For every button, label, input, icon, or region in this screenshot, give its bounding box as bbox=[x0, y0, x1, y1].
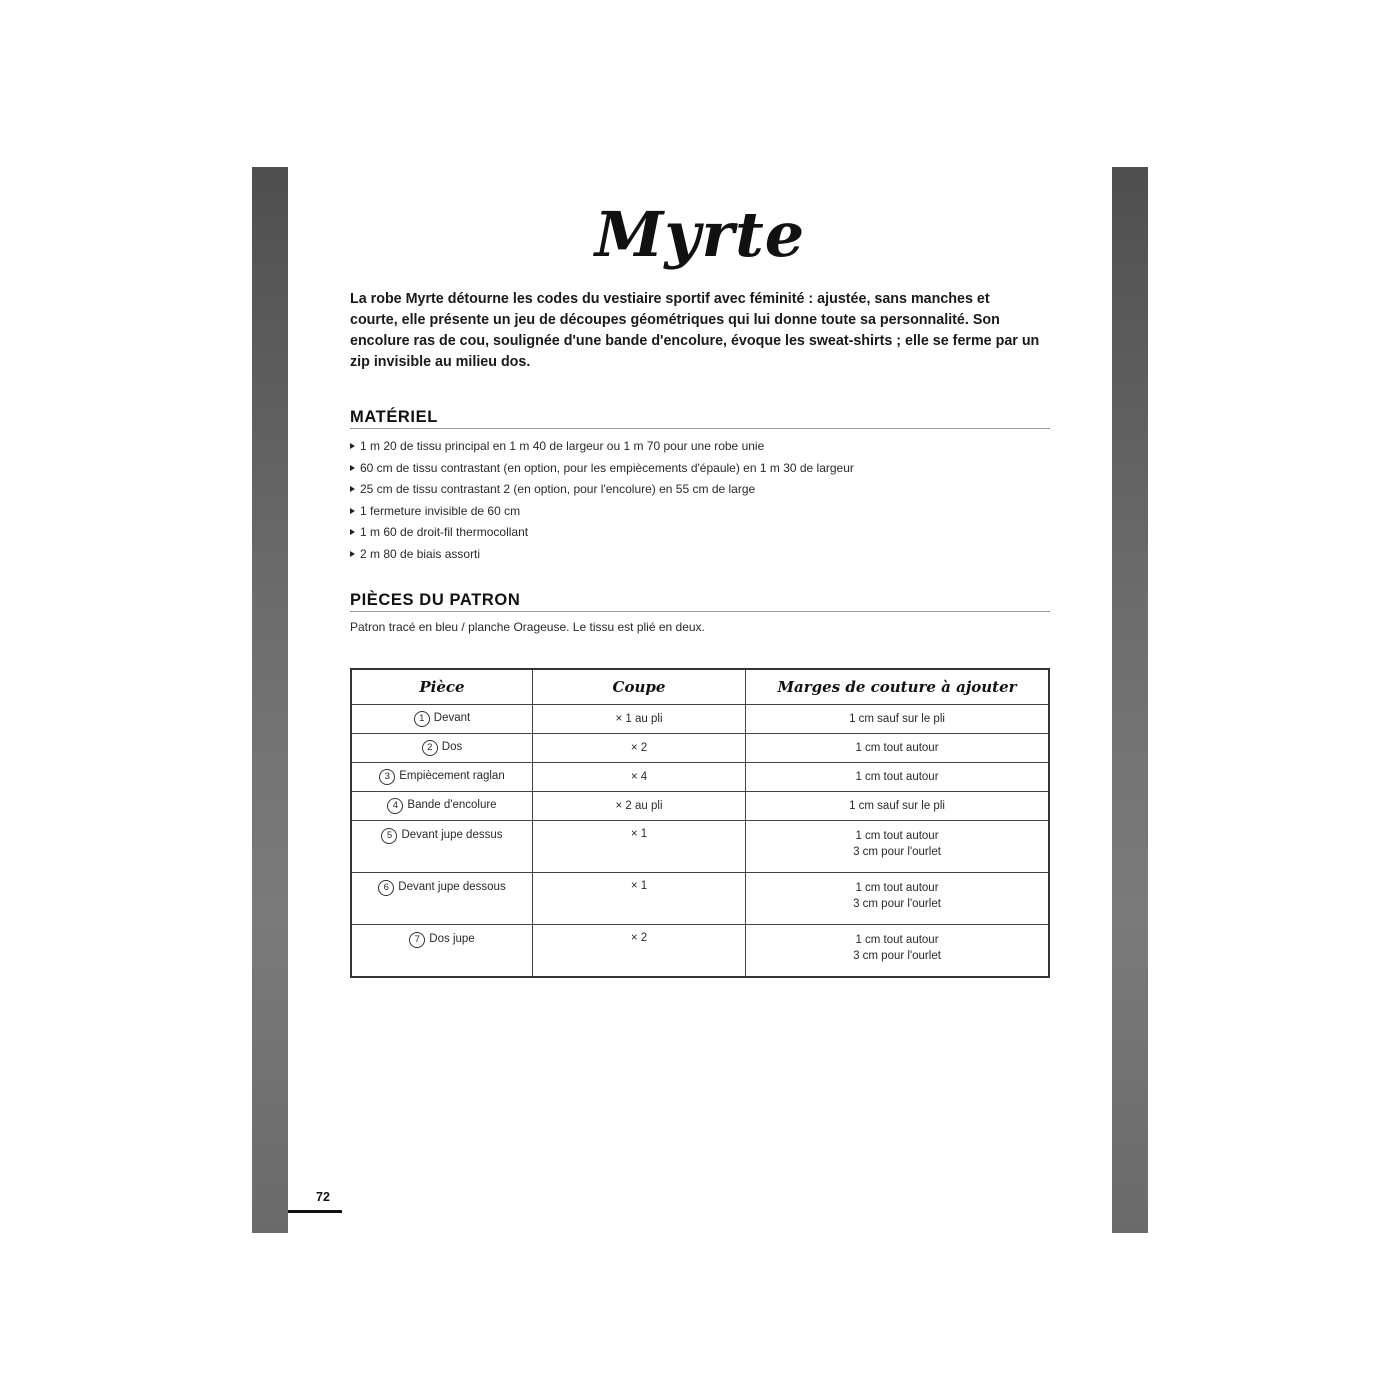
materiel-item: 1 m 60 de droit-fil thermocollant bbox=[350, 522, 1050, 544]
cell-coupe: × 1 au pli bbox=[533, 705, 746, 734]
cell-marges: 1 cm sauf sur le pli bbox=[746, 705, 1050, 734]
page-number: 72 bbox=[316, 1190, 330, 1204]
table-row bbox=[351, 705, 1049, 734]
left-margin-bar bbox=[252, 167, 288, 1233]
cell-marges: 1 cm sauf sur le pli bbox=[746, 792, 1050, 821]
bullet-icon bbox=[350, 443, 355, 449]
piece-number: 5 bbox=[381, 828, 397, 844]
piece-name: Empiècement raglan bbox=[399, 770, 505, 782]
piece-name: Devant bbox=[433, 712, 471, 724]
piece-name: Dos bbox=[441, 741, 463, 753]
cell-coupe: × 1 bbox=[533, 821, 746, 873]
table-header-row bbox=[351, 669, 1049, 705]
piece-number: 4 bbox=[387, 798, 403, 814]
bullet-icon bbox=[350, 529, 355, 535]
cell-marges: 1 cm tout autour bbox=[746, 763, 1050, 792]
piece-number: 1 bbox=[414, 711, 430, 727]
cell-coupe: × 4 bbox=[533, 763, 746, 792]
patron-heading: PIÈCES DU PATRON bbox=[350, 591, 1050, 612]
cell-piece bbox=[351, 792, 533, 821]
materiel-item: 1 m 20 de tissu principal en 1 m 40 de largeur ou 1 m 70 pour une robe unie bbox=[350, 436, 1050, 458]
header-coupe: Coupe bbox=[533, 669, 746, 705]
materiel-list bbox=[350, 436, 1050, 566]
cell-coupe: × 1 bbox=[533, 873, 746, 925]
piece-number: 2 bbox=[422, 740, 438, 756]
table-row bbox=[351, 873, 1049, 925]
table-row bbox=[351, 792, 1049, 821]
piece-name: Bande d'encolure bbox=[407, 799, 497, 811]
header-piece: Pièce bbox=[351, 669, 533, 705]
cell-coupe: × 2 bbox=[533, 734, 746, 763]
cell-marges: 1 cm tout autour bbox=[746, 734, 1050, 763]
piece-number: 6 bbox=[378, 880, 394, 896]
table-row bbox=[351, 925, 1049, 978]
pieces-table bbox=[350, 668, 1050, 978]
cell-piece bbox=[351, 821, 533, 873]
bullet-icon bbox=[350, 465, 355, 471]
table-row bbox=[351, 763, 1049, 792]
bullet-icon bbox=[350, 551, 355, 557]
cell-piece bbox=[351, 763, 533, 792]
cell-coupe: × 2 au pli bbox=[533, 792, 746, 821]
header-marges: Marges de couture à ajouter bbox=[746, 669, 1050, 705]
page-title: Myrte bbox=[594, 198, 806, 271]
piece-name: Devant jupe dessous bbox=[398, 881, 506, 893]
right-margin-bar bbox=[1112, 167, 1148, 1233]
patron-note: Patron tracé en bleu / planche Orageuse. Le tissu est plié en deux. bbox=[350, 620, 705, 634]
bullet-icon bbox=[350, 486, 355, 492]
cell-piece bbox=[351, 925, 533, 978]
cell-piece bbox=[351, 734, 533, 763]
materiel-item: 1 fermeture invisible de 60 cm bbox=[350, 501, 1050, 523]
table-row bbox=[351, 821, 1049, 873]
materiel-heading: MATÉRIEL bbox=[350, 408, 1050, 429]
cell-marges: 1 cm tout autour 3 cm pour l'ourlet bbox=[746, 873, 1050, 925]
piece-name: Dos jupe bbox=[429, 933, 475, 945]
page-number-rule bbox=[288, 1210, 342, 1213]
materiel-item: 25 cm de tissu contrastant 2 (en option, pour l'encolure) en 55 cm de large bbox=[350, 479, 1050, 501]
cell-marges: 1 cm tout autour 3 cm pour l'ourlet bbox=[746, 925, 1050, 978]
cell-marges: 1 cm tout autour 3 cm pour l'ourlet bbox=[746, 821, 1050, 873]
piece-number: 7 bbox=[409, 932, 425, 948]
cell-piece bbox=[351, 873, 533, 925]
cell-piece bbox=[351, 705, 533, 734]
piece-name: Devant jupe dessus bbox=[401, 829, 503, 841]
materiel-item: 60 cm de tissu contrastant (en option, pour les empiècements d'épaule) en 1 m 30 de largeur bbox=[350, 458, 1050, 480]
piece-number: 3 bbox=[379, 769, 395, 785]
intro-paragraph: La robe Myrte détourne les codes du vestiaire sportif avec féminité : ajustée, sans manches et courte, elle présente un jeu de découpes géométriques qui lui donne toute sa personnalité. Son encolure ras de cou, soulignée d'une bande d'encolure, évoque les sweat-shirts ; elle se ferme par un zip invisible au milieu dos. bbox=[350, 291, 1040, 370]
materiel-item: 2 m 80 de biais assorti bbox=[350, 544, 1050, 566]
table-row bbox=[351, 734, 1049, 763]
bullet-icon bbox=[350, 508, 355, 514]
cell-coupe: × 2 bbox=[533, 925, 746, 978]
